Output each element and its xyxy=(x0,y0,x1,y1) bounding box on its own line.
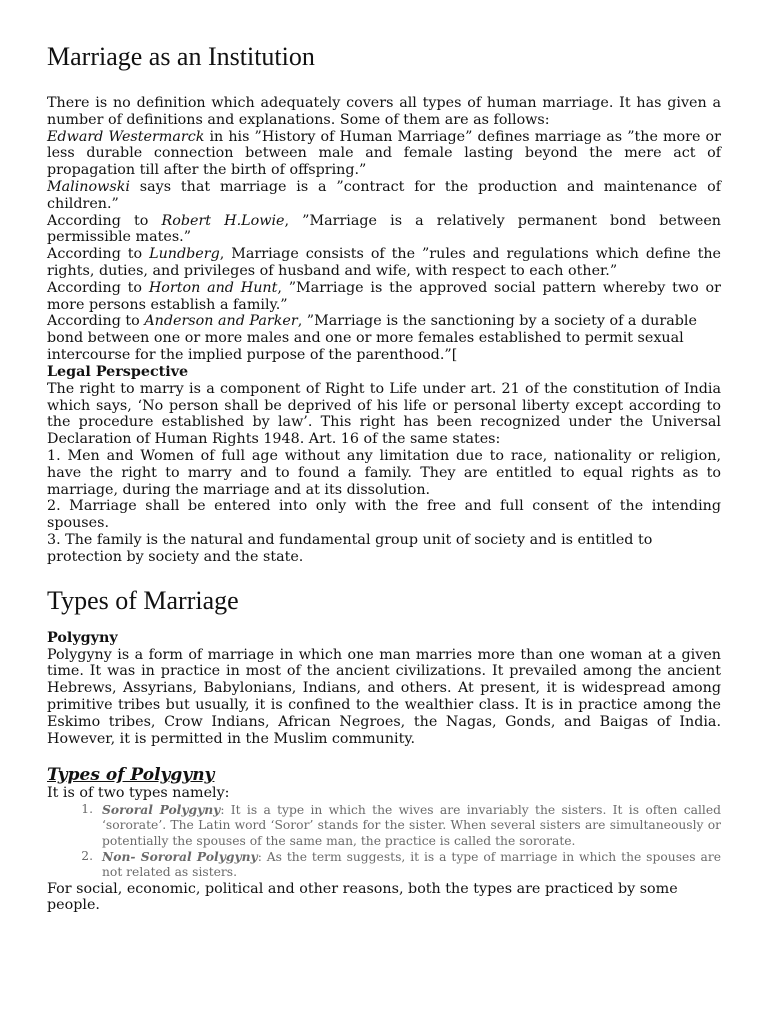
definitions-section xyxy=(47,95,721,566)
author-name: Anderson and Parker xyxy=(144,313,298,330)
list-number: 2. xyxy=(81,848,93,863)
intro-paragraph: There is no definition which adequately covers all types of human marriage. It has given a number of definitions and explanations. Some of them are as follows: xyxy=(47,95,721,128)
term-non-sororal: Non- Sororal Polygyny xyxy=(102,848,258,864)
legal-point-2: 2. Marriage shall be entered into only with the free and full consent of the intending spouses. xyxy=(47,498,721,532)
polygyny-section xyxy=(47,630,721,915)
legal-perspective-heading: Legal Perspective xyxy=(47,363,189,380)
section-title-marriage-institution: Marriage as an Institution xyxy=(47,42,315,71)
list-item: 2. Non- Sororal Polygyny: As the term suggests, it is a type of marriage in which the spouses are not related as sisters. xyxy=(47,849,721,881)
legal-point-3: 3. The family is the natural and fundamental group unit of society and is entitled to protection by society and the state. xyxy=(47,531,653,565)
types-intro: It is of two types namely: xyxy=(47,785,230,802)
definition-lundberg: According to Lundberg, Marriage consists of the ”rules and regulations which define the rights, duties, and privileges of husband and wife, with respect to each other.” xyxy=(47,246,721,279)
author-name: Lundberg xyxy=(149,246,220,263)
author-name: Robert H.Lowie xyxy=(161,212,285,229)
legal-paragraph: The right to marry is a component of Right to Life under art. 21 of the constitution of India which says, ‘No person shall be deprived of his life or personal liberty except according to the procedure established by law’. This right has been recognized under the Universal Declaration of Human Rights 1948. Art. 16 of the same states: xyxy=(47,380,721,448)
types-of-polygyny-heading: Types of Polygyny xyxy=(47,765,215,786)
list-number: 1. xyxy=(81,802,93,817)
polygyny-paragraph: Polygyny is a form of marriage in which one man marries more than one woman at a given time. It was in practice in most of the ancient civilizations. It prevailed among the ancient Hebrews, Assyrians, Babylonians, Indians, and others. At present, it is widespread among primitive tribes but usually, it is confined to the wealthier class. It is in practice among the Eskimo tribes, Crow Indians, African Negroes, the Nagas, Gonds, and Baigas of India. However, it is permitted in the Muslim community. xyxy=(47,646,721,747)
author-name: Malinowski xyxy=(47,178,130,195)
definition-lowie: According to Robert H.Lowie, ”Marriage is a relatively permanent bond between permissible mates.” xyxy=(47,212,722,246)
legal-point-1: 1. Men and Women of full age without any limitation due to race, nationality or religion, have the right to marry and to found a family. They are entitled to equal rights as to marriage, during the marriage and at its dissolution. xyxy=(47,447,721,498)
definition-anderson-parker: According to Anderson and Parker, ”Marriage is the sanctioning by a society of a durable bond between one or more males and one or more females established to permit sexual intercourse for the implied purpose of the parenthood.”[ xyxy=(47,313,697,363)
term-sororal: Sororal Polygyny xyxy=(102,802,221,818)
definition-westermarck: Edward Westermarck in his ”History of Human Marriage” defines marriage as ”the more or less durable connection between male and female lasting beyond the mere act of propagation till after the birth of offspring.” xyxy=(47,128,721,179)
author-name: Horton and Hunt xyxy=(148,279,278,296)
definition-horton-hunt: According to Horton and Hunt, ”Marriage is the approved social pattern whereby two or more persons establish a family.” xyxy=(47,279,721,313)
definition-malinowski: Malinowski says that marriage is a ”contract for the production and maintenance of children.” xyxy=(47,178,721,212)
list-item: 1. Sororal Polygyny: It is a type in which the wives are invariably the sisters. It is often called ‘sororate’. The Latin word ‘Soror’ stands for the sister. When several sisters are simultaneously or potentially the spouses of the same man, the practice is called the sororate. xyxy=(47,802,721,849)
polygyny-heading: Polygyny xyxy=(47,629,118,646)
polygyny-types-list xyxy=(47,802,721,880)
section-title-types-of-marriage: Types of Marriage xyxy=(47,585,239,615)
author-name: Edward Westermarck xyxy=(47,128,205,145)
closing-paragraph: For social, economic, political and other reasons, both the types are practiced by some people. xyxy=(47,880,678,914)
